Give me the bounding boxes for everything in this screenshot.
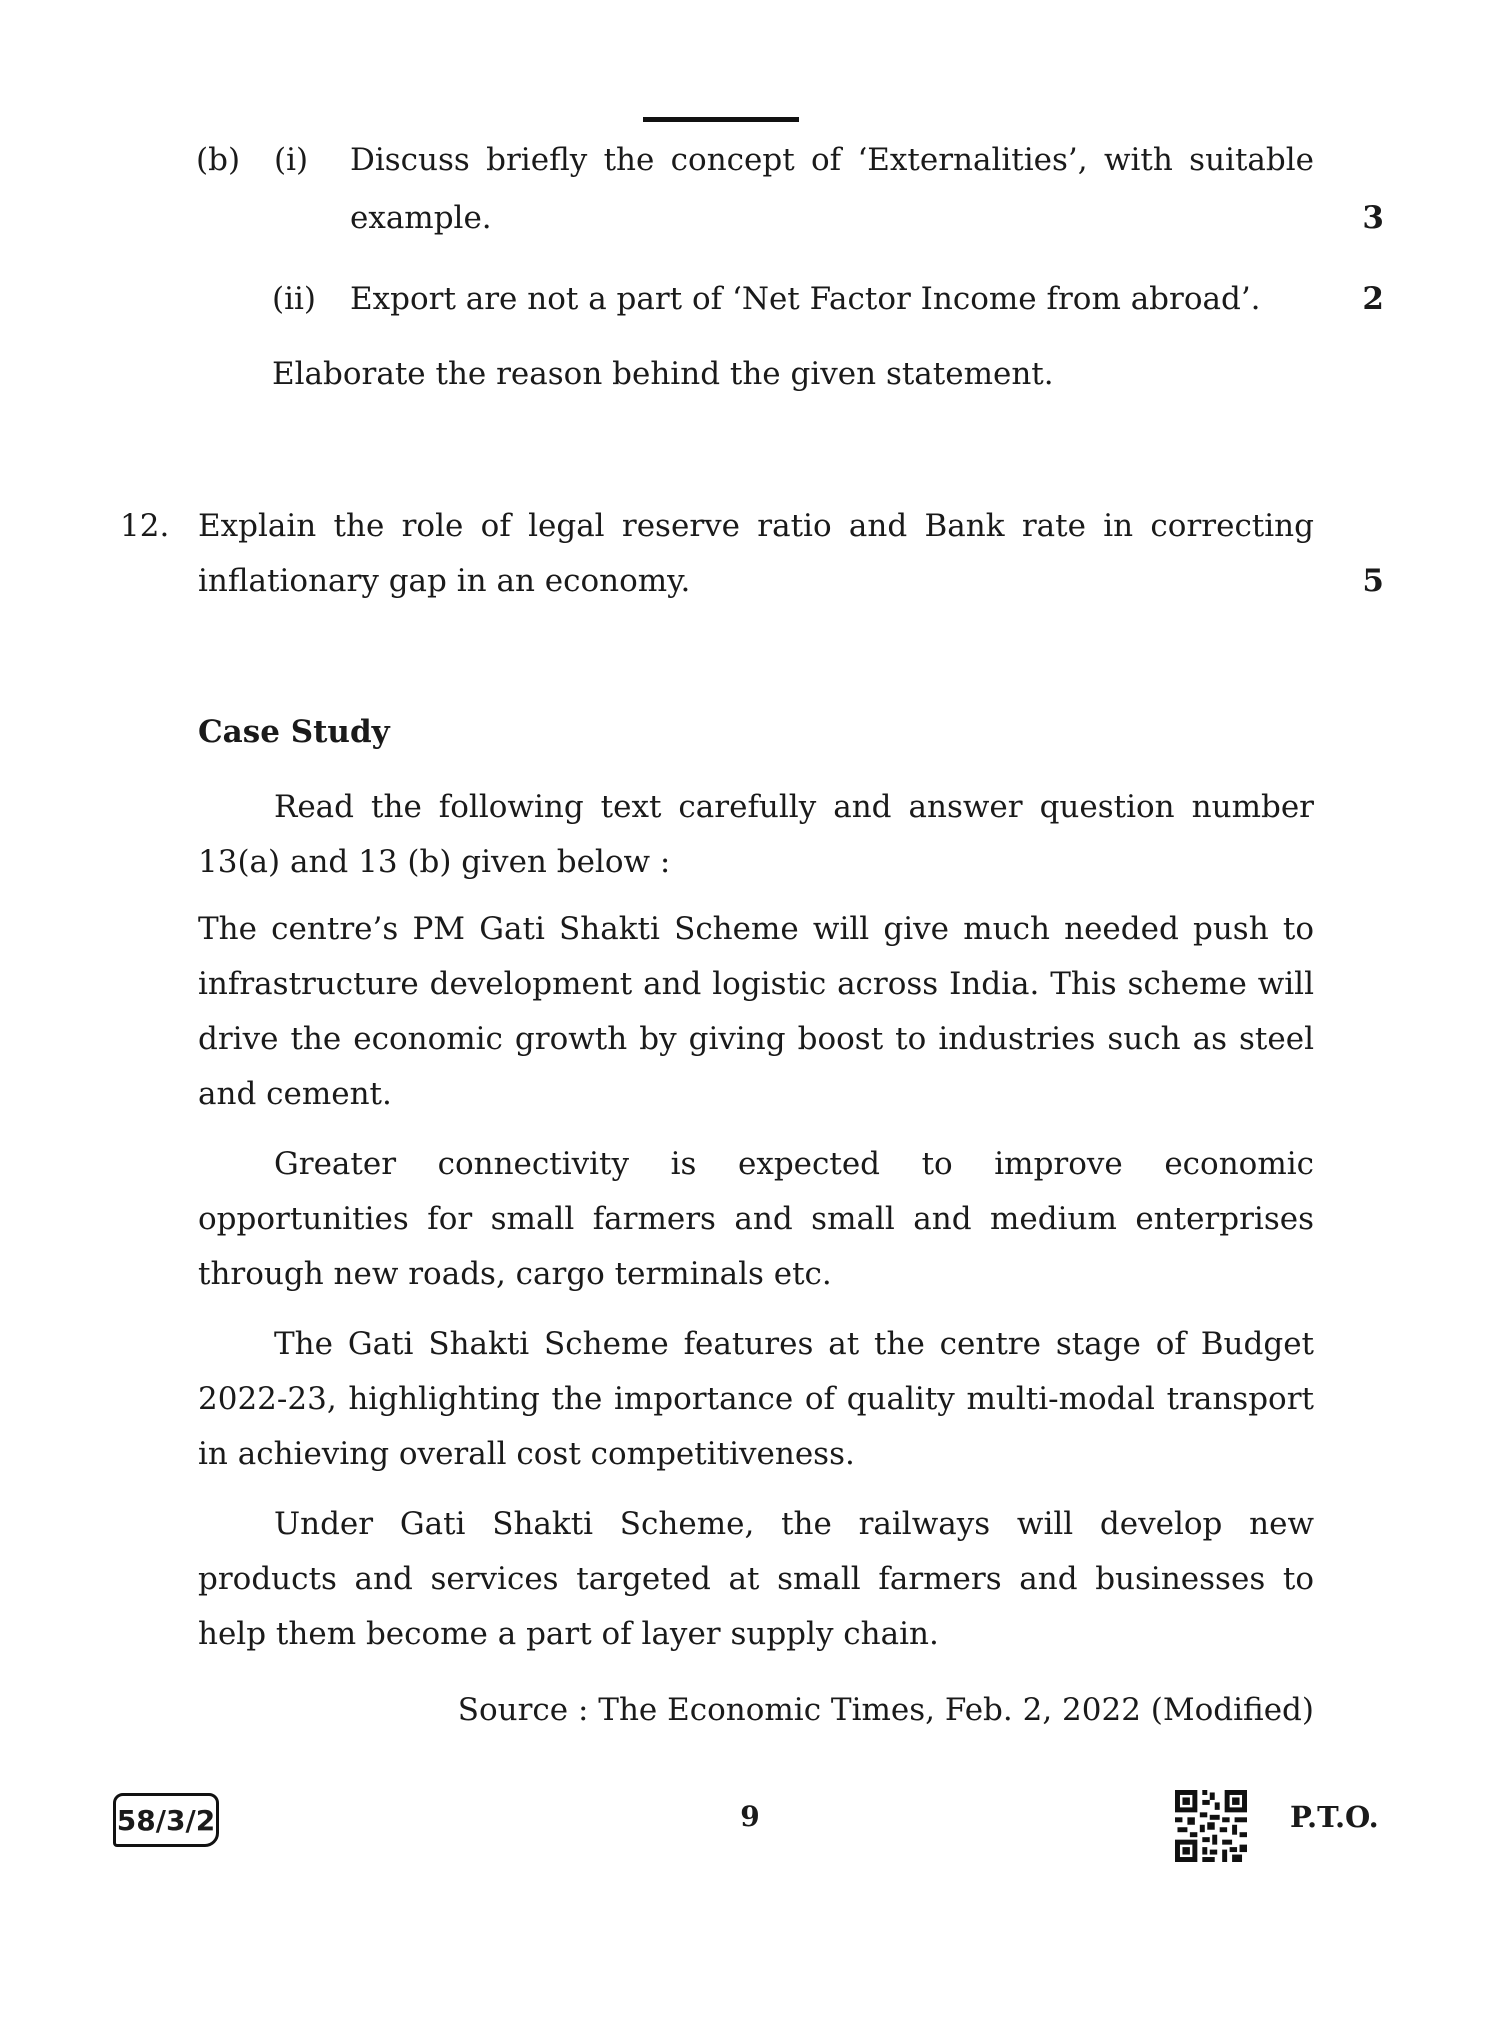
case-study-paragraph-4 bbox=[198, 1497, 1314, 1662]
qr-code-icon bbox=[1175, 1790, 1247, 1862]
case-study-intro-text: Read the following text carefully and answer question number 13(a) and 13 (b) given below : bbox=[198, 789, 1314, 880]
q11b-ii-text: Export are not a part of ‘Net Factor Income from abroad’. bbox=[350, 281, 1261, 317]
please-turn-over: P.T.O. bbox=[1290, 1800, 1379, 1834]
paper-code: 58/3/2 bbox=[116, 1803, 216, 1837]
case-study-paragraph-2-text: Greater connectivity is expected to improve economic opportunities for small farmers and small and medium enterprises through new roads, cargo terminals etc. bbox=[198, 1146, 1314, 1292]
top-divider bbox=[643, 117, 799, 122]
case-study-paragraph-1 bbox=[198, 902, 1314, 1122]
q11b-ii-followup: Elaborate the reason behind the given statement. bbox=[272, 356, 1054, 392]
q11b-label: (b) bbox=[196, 142, 241, 178]
paper-code-box bbox=[113, 1793, 219, 1847]
case-study-paragraph-1-text: The centre’s PM Gati Shakti Scheme will give much needed push to infrastructure development and logistic across India. This scheme will drive the economic growth by giving boost to industries such as steel and cement. bbox=[198, 911, 1314, 1112]
case-study-paragraph-2 bbox=[198, 1137, 1314, 1302]
q11b-i-text-line1: Discuss briefly the concept of ‘Externalities’, with suitable bbox=[350, 142, 1314, 178]
case-study-paragraph-3-text: The Gati Shakti Scheme features at the centre stage of Budget 2022-23, highlighting the importance of quality multi-modal transport in achieving overall cost competitiveness. bbox=[198, 1326, 1314, 1472]
q11b-i-label: (i) bbox=[274, 142, 309, 178]
q11b-ii-label: (ii) bbox=[272, 281, 317, 317]
q12-number: 12. bbox=[120, 508, 170, 544]
q11b-i-text-line2: example. bbox=[350, 200, 492, 236]
case-study-source: Source : The Economic Times, Feb. 2, 2022 (Modified) bbox=[457, 1692, 1314, 1728]
case-study-heading: Case Study bbox=[198, 714, 390, 750]
page-number: 9 bbox=[740, 1800, 760, 1833]
case-study-paragraph-4-text: Under Gati Shakti Scheme, the railways will develop new products and services targeted at small farmers and businesses to help them become a part of layer supply chain. bbox=[198, 1506, 1314, 1652]
q12-text-line1: Explain the role of legal reserve ratio and Bank rate in correcting bbox=[198, 508, 1314, 544]
case-study-paragraph-3 bbox=[198, 1317, 1314, 1482]
case-study-intro bbox=[198, 780, 1314, 890]
q12-marks: 5 bbox=[1362, 563, 1384, 599]
q11b-ii-marks: 2 bbox=[1362, 281, 1384, 317]
q12-text-line2: inflationary gap in an economy. bbox=[198, 563, 691, 599]
q11b-i-marks: 3 bbox=[1362, 200, 1384, 236]
